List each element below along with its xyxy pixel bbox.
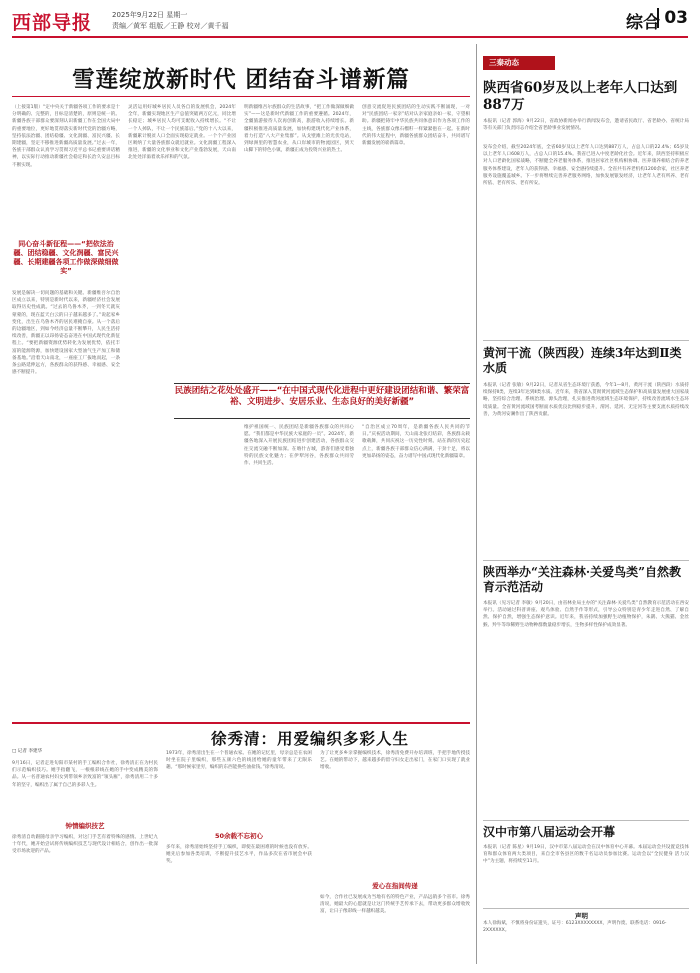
headline-rule	[12, 96, 470, 97]
feature-col2: 1973年，徐秀清出生在一个普通农家。在她的记忆里，母亲总是在农闲时坐在院子里编织，那些五颜六色的线团给她的童年带来了无限乐趣。“那时候家里穷，编织的东西能换些油盐钱。”徐秀清说。	[166, 751, 312, 771]
feature-headline: 徐秀清：用爱编织多彩人生	[210, 729, 409, 748]
notice-title: 声明	[575, 912, 588, 920]
lead-col4b: “自治区成立70周年，是新疆各族人民共同的节日。”庆祝活动期间，天山南北张灯结彩，各族群众载歌载舞，共同庆祝这一历史性时刻。站在新的历史起点上，新疆各族干部群众信心满满，干劲十足，将以更加昂扬的姿态，奋力谱写中国式现代化新疆篇章。	[362, 425, 470, 459]
feature-col2b: 多年来，徐秀清始终坚持手工编织，即使在最困难的时候也没有放弃。她先后参加各类培训，不断提升技艺水平，作品多次在省市展会中获奖。	[166, 845, 312, 865]
feature-col3: 为了让更多乡亲掌握编织技术，徐秀清免费开办培训班，手把手地传授技艺。在她的带动下，越来越多的留守妇女走出家门，在家门口实现了就业增收。	[320, 751, 470, 771]
rail-story4-body: 本报讯（记者 陈星）9月19日，汉中市第八届运动会在汉中体育中心开幕。本届运动会共设置竞技体育和群众体育两大类项目，来自全市各县区的数千名运动员参加比赛。运动会以“全民健身 活力汉中”为主题，将持续至11月。	[483, 845, 689, 865]
section-name: 综合	[626, 13, 660, 33]
rail-story1-byline: 本报讯（记者 郭海）9月22日，省政协新闻办举行新闻发布会，邀请省民政厅、省老龄办、省统计局等有关部门负责同志介绍全省老龄事业发展情况。	[483, 119, 689, 132]
lead-col1: （上接第1版）“定中央关于新疆各项工作的要求是十分明确的、完整的，目标是清楚的，原则是统一的。新疆各族干部群众要深刻认识新疆工作在全国大局中的重要地位，更好地贯彻落实新时代党的治疆方略，坚持依法治疆、团结稳疆、文化润疆、富民兴疆、长期建疆，坚定不移推进新疆高质量发展。”过去一年，各族干部群众认真学习贯彻习近平总书记重要讲话精神，以实际行动推动新疆社会稳定和长治久安总目标不断实现。	[12, 105, 120, 168]
lead-col2: 灵活运用好城乡居民人员各自的发展机会，2024年全年，新疆实现地区生产总值突破两万亿元，同比增长稳定；城乡居民人均可支配收入持续增长。“不让一个人掉队，不让一个民族落后。”党的十八大以来，新疆累计脱贫人口全面实现稳定就业。一个个产业园区吸纳了大量各族群众就近就业。文化润疆工程深入推进，新疆的文化事业和文化产业蓬勃发展，天山南北处处洋溢着欢乐祥和的气氛。	[128, 105, 236, 161]
rail-story3-headline: 陕西举办“关注森林·关爱鸟类”自然教育示范活动	[483, 565, 681, 594]
rail-rule-2	[483, 560, 689, 561]
feature-byline: □ 记者 李建华	[12, 749, 43, 754]
feature-subhead1: 钟情编织技艺	[65, 822, 105, 830]
feature-col1: 9月16日，记者走进旬阳市某村的手工编织合作社，徐秀清正在为村民们示范编织技巧。她手指翻飞，一根根彩线在她的手中变成精美的饰品。从一名普通农村妇女到带领乡亲致富的“领头雁”，徐秀清用二十多年的坚守，编织出了属于自己的多彩人生。	[12, 761, 158, 788]
rail-story4-headline: 汉中市第八届运动会开幕	[483, 825, 616, 839]
rail-divider	[476, 44, 477, 964]
feature-subhead3: 爱心在指间传递	[372, 882, 418, 890]
masthead-logo: 西部导报	[12, 12, 93, 34]
feature-subhead2: 50余载不忘初心	[214, 832, 264, 840]
lead-col4: 创意交流促进民族团结的生动实践不断涌现，一对对“民族团结一家亲”结对认亲家庭亲如一家，守望相助。新疆把铸牢中华民族共同体意识作为各项工作的主线，各族群众像石榴籽一样紧紧抱在一起。在新时代的伟大征程中，新疆各族群众团结奋斗，共同谱写新疆发展的崭新篇章。	[362, 105, 470, 147]
lead-col3: 明新疆维吾尔族群众的生活故事，“把工作做深做细做实”——这是新时代新疆工作的重要遵循。2024年，全疆旅游接待人次再创新高，旅游收入持续增长。新疆积极推进高质量发展，加快构建现代化产业体系，着力打造“八大产业集群”。从戈壁滩上的光伏电站，到绿洲里的智慧农业，从口岸城市的物流园区，到天山脚下的特色小镇，新疆正成为投资兴业的热土。	[244, 105, 354, 154]
notice-body: 本人徐海斌，不慎将身份证遗失，证号：6123XXXXXXXX，声明作废。联系电话：0916-2XXXXXX。	[483, 921, 667, 933]
rail-rule-3	[483, 820, 689, 821]
box-headline: 民族团结之花处处盛开——“在中国式现代化进程中更好建设团结和谐、繁荣富裕、文明进步、安居乐业、生态良好的美好新疆”	[174, 386, 470, 407]
rail-rule-4	[483, 908, 689, 909]
rail-story1-headline: 陕西省60岁及以上老年人口达到887万	[483, 80, 678, 113]
rail-story1-body: 发布会介绍，截至2024年底，全省60岁及以上老年人口达到887万人，占总人口的22.4%；65岁及以上老年人口608万人，占总人口的15.4%。我省已进入中度老龄化社会。近年来，陕西坚持积极应对人口老龄化国家战略，不断健全养老服务体系，推进居家社区机构相协调、医养康养相结合的养老服务体系建设，老年人的获得感、幸福感、安全感持续提升。全省共有养老机构1200余家，社区养老服务设施覆盖城乡。下一步将继续完善养老服务网络，加快发展银发经济，让老年人老有所养、老有所依、老有所乐、老有所安。	[483, 145, 689, 187]
rail-story2-headline: 黄河干流（陕西段）连续3年达到Ⅱ类水质	[483, 346, 682, 375]
feature-col1b: 徐秀清自幼跟随母亲学习编织，对这门手艺有着特殊的感情。上世纪九十年代，她开始尝试将传统编织技艺与现代设计相结合，创作出一批深受市场欢迎的产品。	[12, 835, 158, 855]
page-number: 03	[657, 8, 688, 28]
rail-story2-body: 本报讯（记者 张敏）9月22日，记者从省生态环境厅获悉，今年1—8月，黄河干流（陕西段）水质持续保持Ⅱ类，连续3年达到Ⅱ类水质。近年来，我省深入贯彻黄河流域生态保护和高质量发展重大国家战略，坚持综合治理、系统治理、源头治理，扎实推进黄河流域生态环境保护，持续改善流域水生态环境质量。全省黄河流域国考断面水质优良比例稳步提升，渭河、延河、无定河等主要支流水质持续改善，为黄河安澜作出了陕西贡献。	[483, 383, 689, 417]
masthead-meta	[112, 10, 228, 32]
masthead-rule	[12, 36, 688, 38]
rail-rule-1	[483, 340, 689, 341]
lead-col1b: 发展是解决一切问题的基础和关键。新疆维吾尔自治区成立以来，特别是新时代以来，新疆经济社会发展取得历史性成就。“过去的乌鲁木齐，一到冬天就灰蒙蒙的，现在蓝天白云的日子越来越多了。”说起家乡变化，出生在乌鲁木齐的居民难掩自豪。从一个落后的边疆地区，到如今经济总量不断攀升，人民生活持续改善，新疆正以昂扬姿态奋进在中国式现代化新征程上。“要把新疆资源优势转化为发展优势，依托丰富的能源资源，加快建设国家大型油气生产加工和储备基地。”沿着天山南北，一座座工厂拔地而起，一条条公路延伸远方，各族群众的获得感、幸福感、安全感不断提升。	[12, 291, 120, 376]
lead-col3b: 维护祖国统一、民族团结是新疆各族群众的共同心愿。“我们都是中华民族大家庭的一员”。2024年，新疆各地深入开展民族团结进步创建活动，各族群众交往交流交融不断加深。在喀什古城，游客们感受着独特的民族文化魅力；在伊犁河谷，各族群众共同劳作、共同生活。	[244, 425, 354, 467]
issue-date: 2025年9月22日 星期一	[112, 11, 188, 19]
feature-col3b: 如今，合作社已发展成为当地有名的特色产业，产品远销多个省市。徐秀清说，她最大的心愿就是让这门传统手艺传承下去，带动更多群众增收致富，让日子像彩线一样越织越美。	[320, 895, 470, 915]
lead-subhead: 同心奋斗新征程——“把依法治疆、团结稳疆、文化润疆、富民兴疆、长期建疆各项工作做深做细做实”	[13, 240, 119, 275]
rail-story3-body: 本报讯（见习记者 李敏）9月20日，由省林业局主办的“关注森林·关爱鸟类”自然教育示范活动在西安举行。活动通过科普讲座、观鸟体验、自然手作等形式，引导公众特别是青少年走进自然、了解自然、保护自然，增强生态保护意识。近年来，我省持续加强野生动植物保护，朱鹮、大熊猫、金丝猴、羚牛等珍稀野生动物种群数量稳步增长，生物多样性保护成效显著。	[483, 601, 689, 628]
editors-line: 责编／黄军 组版／王静 校对／黄千福	[112, 22, 229, 30]
rail-tab: 三秦动态	[483, 56, 555, 70]
feature-top-rule	[12, 722, 470, 724]
lead-headline: 雪莲绽放新时代 团结奋斗谱新篇	[72, 67, 410, 93]
